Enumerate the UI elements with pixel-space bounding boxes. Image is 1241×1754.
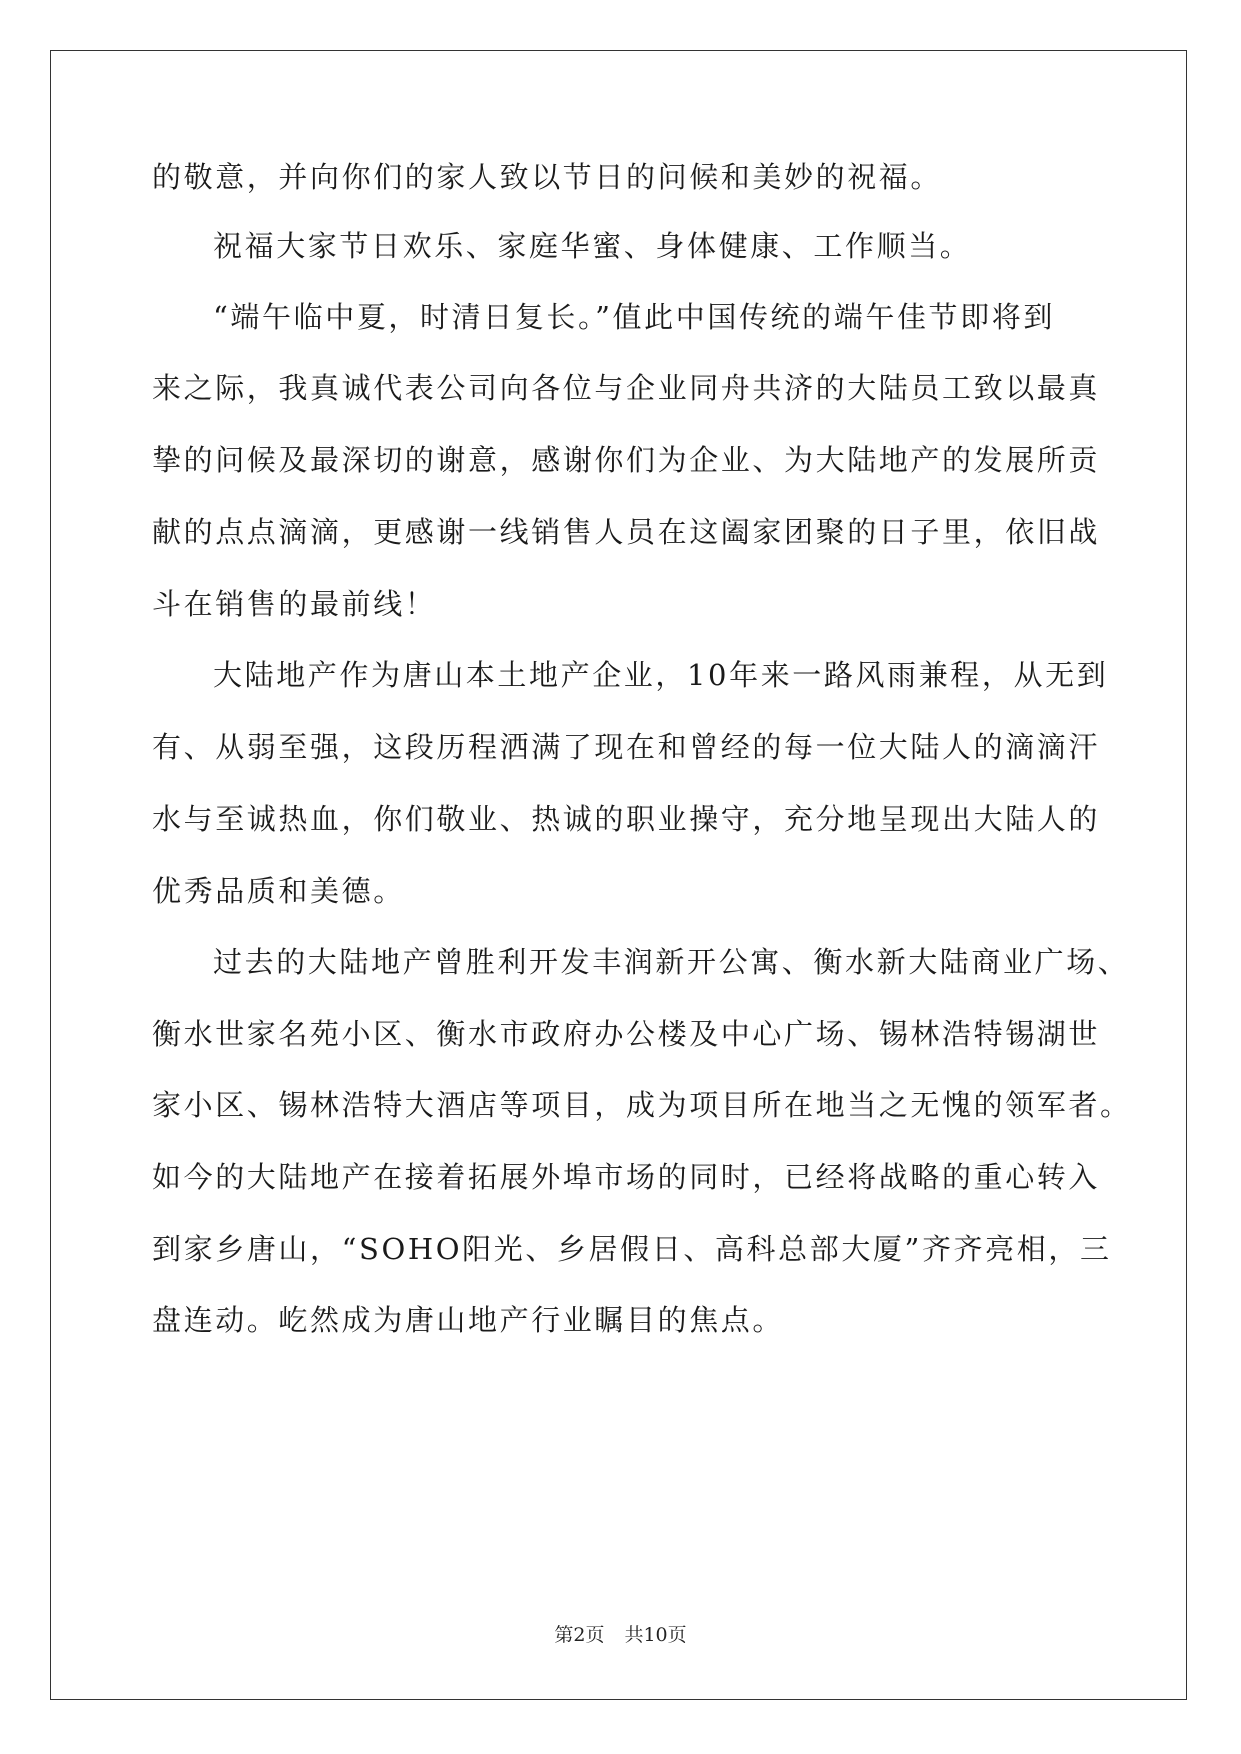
body-text-line: 祝福大家节日欢乐、家庭华蜜、身体健康、工作顺当。 xyxy=(213,229,972,263)
body-text-line: 的敬意，并向你们的家人致以节日的问候和美妙的祝福。 xyxy=(152,160,943,194)
body-text-line: 献的点点滴滴，更感谢一线销售人员在这阖家团聚的日子里，依旧战 xyxy=(152,515,1101,549)
body-text-line: 如今的大陆地产在接着拓展外埠市场的同时，已经将战略的重心转入 xyxy=(152,1160,1101,1194)
body-text-line: “端午临中夏，时清日复长。”值此中国传统的端午佳节即将到 xyxy=(213,300,1055,334)
page-total: 共10页 xyxy=(624,1624,687,1646)
page-footer xyxy=(0,1620,1241,1647)
body-text-line: 水与至诚热血，你们敬业、热诚的职业操守，充分地呈现出大陆人的 xyxy=(152,802,1101,836)
body-text-line: 过去的大陆地产曾胜利开发丰润新开公寓、衡水新大陆商业广场、 xyxy=(213,945,1130,979)
body-text-line: 衡水世家名苑小区、衡水市政府办公楼及中心广场、锡林浩特锡湖世 xyxy=(152,1017,1101,1051)
body-text-line: 有、从弱至强，这段历程洒满了现在和曾经的每一位大陆人的滴滴汗 xyxy=(152,730,1101,764)
body-text-line: 到家乡唐山，“SOHO阳光、乡居假日、高科总部大厦”齐齐亮相，三 xyxy=(152,1232,1112,1266)
body-text-line: 家小区、锡林浩特大酒店等项目，成为项目所在地当之无愧的领军者。 xyxy=(152,1088,1132,1122)
body-text-line: 挚的问候及最深切的谢意，感谢你们为企业、为大陆地产的发展所贡 xyxy=(152,443,1101,477)
body-text-line: 优秀品质和美德。 xyxy=(152,874,405,908)
body-text-line: 斗在销售的最前线！ xyxy=(152,587,437,621)
body-text-line: 盘连动。屹然成为唐山地产行业瞩目的焦点。 xyxy=(152,1303,785,1337)
body-text-line: 大陆地产作为唐山本土地产企业，10年来一路风雨兼程，从无到 xyxy=(213,658,1109,692)
page-number: 第2页 xyxy=(554,1624,605,1646)
body-text-line: 来之际，我真诚代表公司向各位与企业同舟共济的大陆员工致以最真 xyxy=(152,371,1101,405)
